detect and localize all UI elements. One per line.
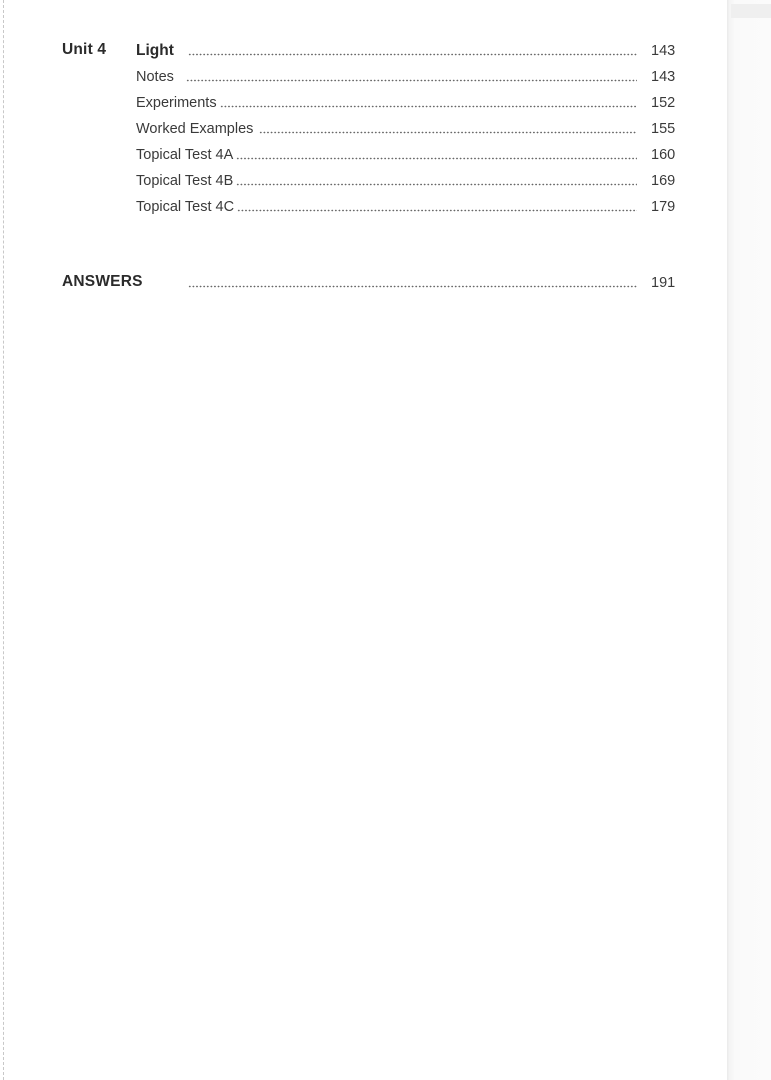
toc-entry[interactable] bbox=[136, 93, 641, 113]
entry-title: Topical Test 4A bbox=[136, 147, 234, 163]
dot-leader bbox=[236, 157, 637, 160]
page-edge-shadow bbox=[731, 4, 771, 18]
dot-leader bbox=[259, 131, 637, 134]
page-number: 191 bbox=[651, 275, 676, 291]
unit-title: Light bbox=[136, 42, 174, 59]
toc-entry-answers[interactable] bbox=[188, 273, 641, 293]
toc-entry[interactable] bbox=[136, 119, 641, 139]
entry-title: Worked Examples bbox=[136, 121, 254, 137]
toc-entry[interactable] bbox=[136, 145, 641, 165]
page-number: 152 bbox=[651, 95, 676, 111]
entry-title: Topical Test 4B bbox=[136, 173, 234, 189]
page-number: 143 bbox=[651, 69, 676, 85]
answers-title[interactable]: ANSWERS bbox=[62, 273, 143, 290]
entry-title: Topical Test 4C bbox=[136, 199, 235, 215]
entry-title: Experiments bbox=[136, 95, 217, 111]
entry-title: Notes bbox=[136, 69, 174, 85]
dot-leader bbox=[236, 183, 637, 186]
toc-entry[interactable] bbox=[136, 67, 641, 87]
toc-entry[interactable] bbox=[136, 171, 641, 191]
page-scan-edge-right bbox=[727, 0, 771, 1080]
dot-leader bbox=[237, 209, 637, 212]
unit-label: Unit 4 bbox=[62, 41, 107, 58]
toc-entry-unit-title[interactable] bbox=[136, 41, 641, 61]
page-number: 160 bbox=[651, 147, 676, 163]
toc-entry[interactable] bbox=[136, 197, 641, 217]
dot-leader bbox=[186, 79, 637, 82]
page-number: 143 bbox=[651, 43, 676, 59]
dot-leader bbox=[188, 53, 637, 56]
dot-leader bbox=[188, 285, 637, 288]
page-number: 169 bbox=[651, 173, 676, 189]
page-number: 155 bbox=[651, 121, 676, 137]
page-number: 179 bbox=[651, 199, 676, 215]
page-scan-edge-left bbox=[3, 0, 5, 1080]
dot-leader bbox=[220, 105, 637, 108]
